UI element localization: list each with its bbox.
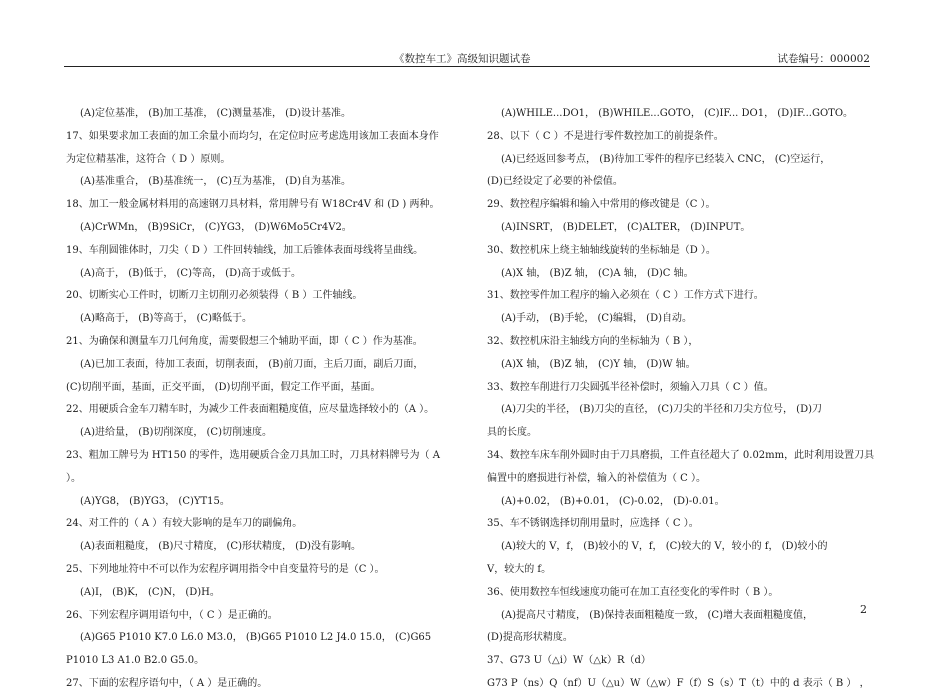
text-line: 35、车不锈钢选择切削用量时，应选择（ C ）。 [487,518,699,530]
text-line: 31、数控零件加工程序的输入必须在（ C ）工作方式下进行。 [487,290,764,302]
text-line: (A)INSRT， (B)DELET， (C)ALTER， (D)INPUT。 [501,221,751,233]
text-line: 偏置中的磨损进行补偿，输入的补偿值为（ C ）。 [487,472,707,484]
text-line: 34、数控车床车削外圆时由于刀具磨损，工件直径超大了 0.02mm，此时利用设置刀具 [487,449,875,461]
text-line: (A)G65 P1010 K7.0 L6.0 M3.0， (B)G65 P1010 L2 J4.0 15.0， (C)G65 [80,632,432,644]
text-line: V，较大的 f。 [487,563,552,575]
text-line: (A)略高于， (B)等高于， (C)略低于。 [80,313,252,325]
text-line: (A)刀尖的半径， (B)刀尖的直径， (C)刀尖的半径和刀尖方位号， (D)刀 [501,404,822,416]
text-line: ）。 [66,472,81,484]
text-line: (A)基准重合， (B)基准统一， (C)互为基准， (D)自为基准。 [80,176,351,188]
text-line: 30、数控机床上绕主轴轴线旋转的坐标轴是（D ）。 [487,244,716,256]
text-line: 33、数控车削进行刀尖圆弧半径补偿时，须输入刀具（ C ）值。 [487,381,774,393]
text-line: 18、加工一般金属材料用的高速钢刀具材料，常用牌号有 W18Cr4V 和 (D ) 两种。 [66,199,440,211]
page-header [64,50,870,67]
text-line: (D)已经设定了必要的补偿值。 [487,176,623,188]
text-line: (A)X 轴， (B)Z 轴， (C)Y 轴， (D)W 轴。 [501,358,696,370]
text-line: (A)表面粗糙度， (B)尺寸精度， (C)形状精度， (D)没有影响。 [80,541,361,553]
text-line: 23、粗加工牌号为 HT150 的零件，选用硬质合金刀具加工时，刀具材料牌号为（ A [66,449,440,461]
text-line: P1010 L3 A1.0 B2.0 G5.0。 [66,655,205,667]
text-line: 为定位精基准，这符合（ D ）原则。 [66,153,231,165]
text-line: (A)YG8， (B)YG3， (C)YT15。 [80,495,230,507]
text-line: 具的长度。 [487,427,537,439]
text-line: 37、G73 U（△i）W（△k）R（d） [487,655,651,667]
text-line: (A)进给量， (B)切削深度， (C)切削速度。 [80,427,272,439]
text-line: (A)+0.02， (B)+0.01， (C)-0.02， (D)-0.01。 [501,495,725,507]
text-line: 28、以下（ C ）不是进行零件数控加工的前提条件。 [487,130,724,142]
text-line: 32、数控机床沿主轴线方向的坐标轴为（ B ）， [487,335,699,347]
right-column [487,103,885,696]
text-line: 22、用硬质合金车刀精车时，为减少工件表面粗糙度值，应尽量选择较小的（A ）。 [66,404,435,416]
text-line: 20、切断实心工件时，切断刀主切削刃必须装得（ B ）工件轴线。 [66,290,363,302]
text-line: (A)定位基准， (B)加工基准， (C)测量基准， (D)设计基准。 [80,108,351,119]
text-line: (A)较大的 V，f， (B)较小的 V，f， (C)较大的 V，较小的 f， (D)较小的 [501,541,828,553]
text-line: (A)已经返回参考点， (B)待加工零件的程序已经装入 CNC， (C)空运行， [501,153,831,165]
text-line: (A)高于， (B)低于， (C)等高， (D)高于或低于。 [80,267,301,279]
text-line: (A)I， (B)K， (C)N， (D)H。 [80,586,220,598]
text-line: (A)WHILE...DO1， (B)WHILE...GOTO， (C)IF... DO1， (D)IF...GOTO。 [501,108,854,119]
text-line: 36、使用数控车恒线速度功能可在加工直径变化的零件时（ B ）。 [487,586,779,598]
text-line: (D)提高形状精度。 [487,632,573,644]
text-line: 19、车削圆锥体时，刀尖（ D ）工件回转轴线，加工后锥体表面母线将呈曲线。 [66,244,424,256]
text-line: 25、下列地址符中不可以作为宏程序调用指令中自变量符号的是（C ）。 [66,563,385,575]
text-line: (A)已加工表面，待加工表面，切削表面， (B)前刀面，主后刀面，副后刀面， [80,358,424,370]
exam-code: 试卷编号：000002 [777,53,870,65]
text-line: 24、对工件的（ A ）有较大影响的是车刀的副偏角。 [66,518,303,530]
text-line: G73 P（ns）Q（nf）U（△u）W（△w）F（f）S（s）T（t）中的 d 表示（ B ） ， [487,677,870,689]
text-line: (C)切削平面，基面，正交平面， (D)切削平面，假定工作平面，基面。 [66,381,381,393]
text-line: 27、下面的宏程序语句中，（ A ）是正确的。 [66,677,268,689]
text-line: (A)X 轴， (B)Z 轴， (C)A 轴， (D)C 轴。 [501,267,694,279]
exam-title: 《数控车工》高级知识题试卷 [394,53,531,65]
text-line: 21、为确保和测量车刀几何角度，需要假想三个辅助平面，即（ C ）作为基准。 [66,335,423,347]
left-column [66,103,464,696]
text-line: (A)提高尺寸精度， (B)保持表面粗糙度一致， (C)增大表面粗糙度值， [501,609,813,621]
text-line: (A)CrWMn， (B)9SiCr， (C)YG3， (D)W6Mo5Cr4V2。 [80,221,352,233]
text-line: 26、下列宏程序调用语句中，（ C ）是正确的。 [66,609,278,621]
text-line: (A)手动， (B)手轮， (C)编辑， (D)自动。 [501,313,692,325]
text-line: 29、数控程序编辑和输入中常用的修改键是（C ）。 [487,199,716,211]
page-number: 2 [860,603,867,616]
text-line: 17、如果要求加工表面的加工余量小而均匀，在定位时应考虑选用该加工表面本身作 [66,130,439,142]
